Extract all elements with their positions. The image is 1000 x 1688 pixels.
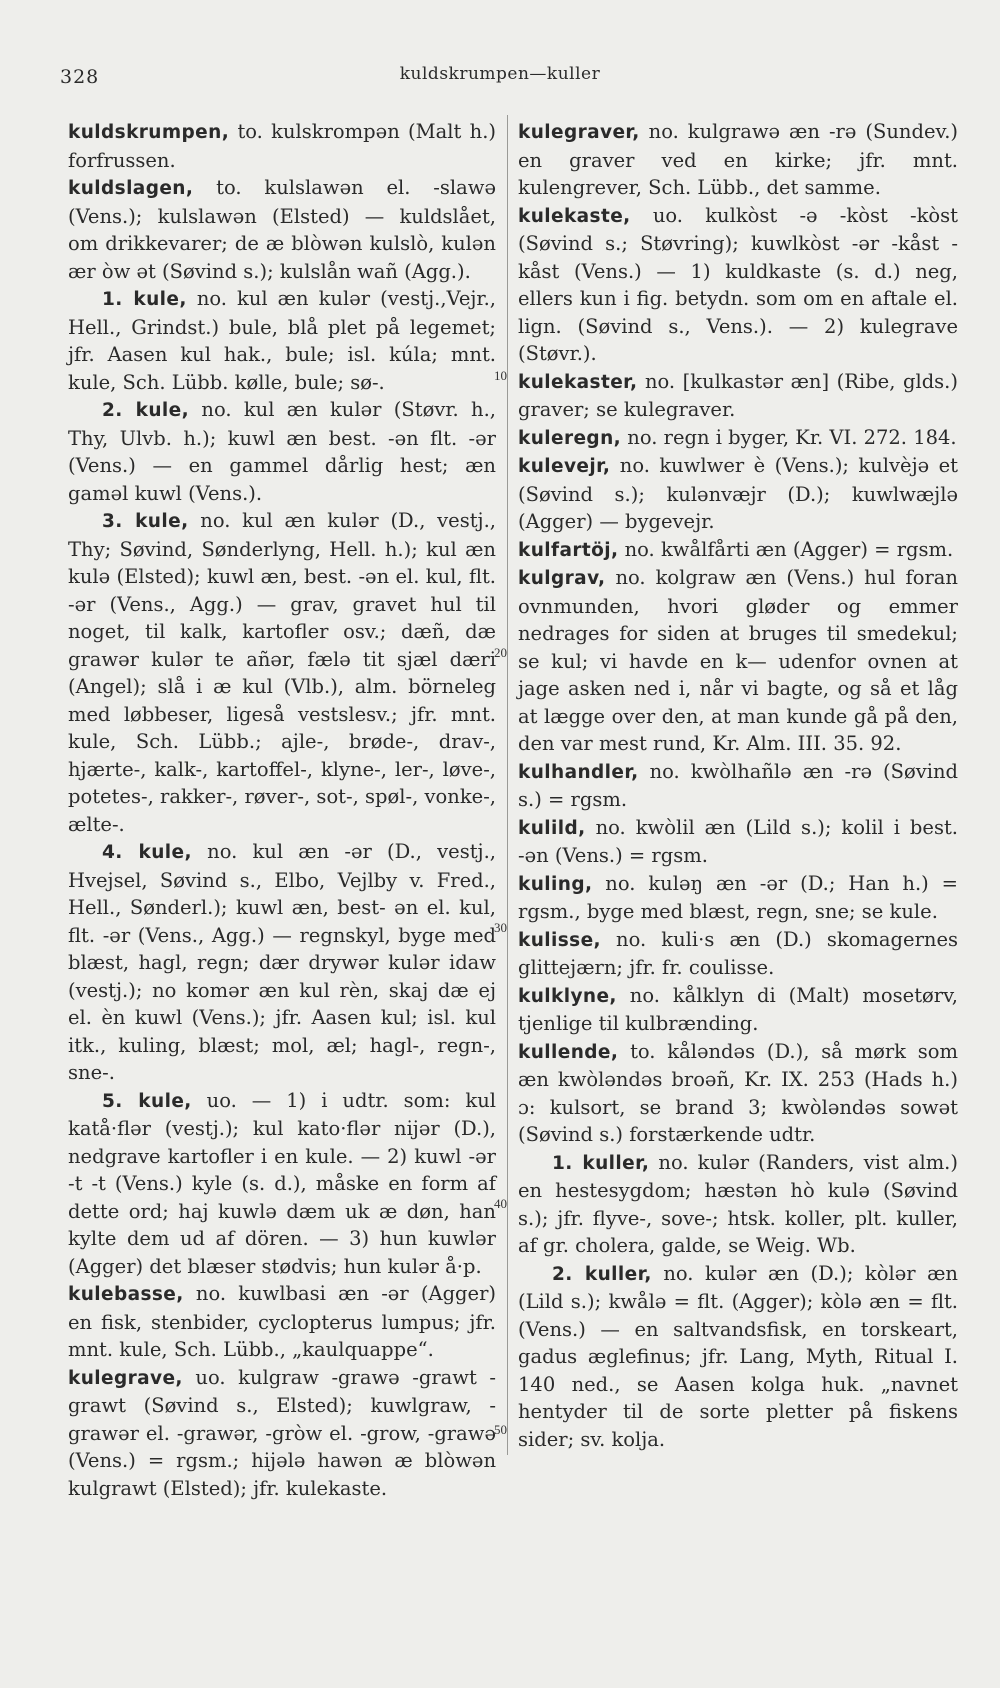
headword: kulisse, [518,929,601,951]
page-number: 328 [60,66,100,88]
headword: 4. kule, [102,842,192,863]
entry-kuller-2 [518,1260,958,1454]
entry-kulild [518,814,958,870]
headword: kulegrave, [68,1367,183,1389]
right-column [518,118,958,1453]
entry-kulekaste [518,202,958,368]
headword: 3. kule, [102,511,189,532]
headword: kullende, [518,1041,619,1063]
line-number-marker: 40 [494,1196,507,1211]
headword: kuldslagen, [68,178,194,199]
entry-text: no. kulgrawə æn -rə (Sundev.) en graver ved en kirke; jfr. mnt. kulengrever, Sch. Lübb., det samme. [518,120,958,199]
headword: 1. kule, [102,289,187,310]
entry-kulhandler [518,758,958,814]
entry-text: no. kul æn -ər (D., vestj., Hvejsel, Søvind s., Elbo, Vejlby v. Fred., Hell., Sønderl.); kuwl æn, best- ən el. kul, flt. -ər (Vens., Agg.) — regnskyl, byge med blæst, hagl, regn; dær drywər kulər idaw (vestj.); no komər æn kul rèn, skaj dæ ej el. èn kuwl (Vens.); jfr. Aasen kul; isl. kul itk., kuling, blæst; mol, æl; hagl-, regn-, sne-. [68,840,496,1084]
headword: kulegraver, [518,122,640,143]
entry-kule-2 [68,396,496,507]
entry-text: no. kul æn kulər (Støvr. h., Thy, Ulvb. h.); kuwl æn best. -ən flt. -ər (Vens.) — en gammel dårlig hest; æn gaməl kuwl (Vens.). [68,398,496,505]
entry-kule-3 [68,507,496,838]
headword: kulevejr, [518,456,611,477]
headword: kulebasse, [68,1284,184,1305]
entry-text: no. [kulkastər æn] (Ribe, glds.) graver; se kulegraver. [518,369,958,421]
entry-text: no. kulər (Randers, vist alm.) en hestesygdom; hæstən hò kulə (Søvind s.); jfr. flyve-, sove-; htsk. koller, plt. kuller, af gr. cholera, galde, se Weig. Wb. [518,1150,958,1257]
entry-kullende [518,1038,958,1149]
headword: kulekaster, [518,371,638,393]
headword: kuleregn, [518,427,622,449]
entry-kule-4 [68,838,496,1087]
left-column [68,118,496,1502]
entry-kule-1 [68,285,496,396]
entry-kulekaster [518,368,958,424]
entry-text: no. kuwlwer è (Vens.); kulvèjə et (Søvind s.); kulənvæjr (D.); kuwlwæjlə (Agger) — bygevejr. [518,454,958,533]
column-rule [507,115,508,1455]
entry-kuldskrumpen [68,118,496,174]
entry-kuldslagen [68,174,496,285]
headword: kulild, [518,817,586,839]
headword: kulhandler, [518,761,639,783]
headword: kulgrav, [518,568,606,589]
headword: kuling, [518,873,593,895]
entry-kulklyne [518,982,958,1038]
entry-text: to. kulskrompən (Malt h.) forfrussen. [68,120,496,172]
entry-kulfartoj [518,536,958,565]
entry-kuleregn [518,424,958,453]
headword: 2. kuller, [552,1263,652,1285]
entry-kulgrav [518,564,958,758]
line-number-marker: 30 [494,920,507,935]
entry-text: to. kåləndəs (D.), så mørk som æn kwòləndəs broəñ, Kr. IX. 253 (Hads h.) ɔ: kulsort, se brand 3; kwòləndəs sowət (Søvind s.) forstærkende udtr. [518,1039,958,1146]
headword: 2. kule, [102,400,190,421]
line-number-marker: 20 [494,645,507,660]
entry-text: uo. kulgraw -grawə -grawt -grawt (Søvind s., Elsted); kuwlgraw, -grawər el. -grawər, -gròw el. -grow, -grawə (Vens.) = rgsm.; hijələ hawən æ blòwən kulgrawt (Elsted); jfr. kulekaste. [68,1365,496,1500]
entry-text: no. kolgraw æn (Vens.) hul foran ovnmunden, hvori gløder og emmer nedrages for siden at bruges til smedekul; se kul; vi havde en k— udenfor ovnen at jage asken ned i, når vi bagte, og så et låg at lægge over den, at man kunde gå på den, den var mest rund, Kr. Alm. III. 35. 92. [518,566,958,755]
entry-kulisse [518,926,958,982]
running-head: kuldskrumpen—kuller [399,64,601,84]
line-number-marker: 10 [494,368,507,383]
headword: kulklyne, [518,985,617,1007]
entry-text: no. kulər æn (D.); kòlər æn (Lild s.); kwålə = flt. (Agger); kòlə æn = flt. (Vens.) — en saltvandsfisk, en torskeart, gadus æglefinus; jfr. Lang, Myth, Ritual I. 140 ned., se Aasen kolga huk. „navnet hentyder til de sorte pletter på fiskens sider; sv. kolja. [518,1261,958,1451]
entry-kulebasse [68,1280,496,1364]
entry-kulevejr [518,452,958,536]
entry-kule-5 [68,1087,496,1281]
headword: 1. kuller, [552,1152,650,1174]
headword: kulekaste, [518,205,631,227]
entry-text: no. kuli·s æn (D.) skomagernes glittejærn; jfr. fr. coulisse. [518,927,958,979]
entry-text: no. kul æn kulər (D., vestj., Thy; Søvind, Sønderlyng, Hell. h.); kul æn kulə (Elsted); kuwl æn, best. -ən el. kul, flt. -ər (Vens., Agg.) — grav, gravet hul til noget, til kalk, kartofler osv.; dæñ, dæ grawər kulər te añər, fælə tit sjæl dæri (Angel); slå i æ kul (Vlb.), alm. börneleg med løbbeser, ligeså vestslesv.; jfr. mnt. kule, Sch. Lübb.; ajle-, brøde-, drav-, hjærte-, kalk-, kartoffel-, klyne-, ler-, løve-, potetes-, rakker-, røver-, sot-, spøl-, vonke-, ælte-. [68,509,496,836]
entry-text: uo. — 1) i udtr. som: kul katå·flər (vestj.); kul kato·flər nijər (D.), nedgrave kartofler i en kule. — 2) kuwl -ər -t -t (Vens.) kyle (s. d.), måske en form af dette ord; haj kuwlə dæm uk æ døn, han kylte dem ud af dören. — 3) hun kuwlər (Agger) det blæser stødvis; hun kulər å·p. [68,1088,496,1278]
entry-text: no. regn i byger, Kr. VI. 272. 184. [621,425,957,449]
entry-kuling [518,870,958,926]
entry-text: no. kuwlbasi æn -ər (Agger) en fisk, stenbider, cyclopterus lumpus; jfr. mnt. kule, Sch. Lübb., „kaulquappe“. [68,1282,496,1361]
line-number-marker: 50 [494,1422,507,1437]
entry-text: no. kwòlil æn (Lild s.); kolil i best. -ən (Vens.) = rgsm. [518,815,958,867]
headword: 5. kule, [102,1090,192,1112]
entry-text: no. kuləŋ æn -ər (D.; Han h.) = rgsm., byge med blæst, regn, sne; se kule. [518,871,958,923]
entry-kulegraver [518,118,958,202]
entry-text: no. kwòlhañlə æn -rə (Søvind s.) = rgsm. [518,759,958,811]
entry-kuller-1 [518,1149,958,1260]
entry-text: uo. kulkòst -ə -kòst -kòst (Søvind s.; Støvring); kuwlkòst -ər -kåst -kåst (Vens.) — 1) kuldkaste (s. d.) neg, ellers kun i fig. betydn. som om en aftale el. lign. (Søvind s., Vens.). — 2) kulegrave (Støvr.). [518,203,958,365]
headword: kuldskrumpen, [68,122,230,143]
entry-text: no. kul æn kulər (vestj.,Vejr., Hell., Grindst.) bule, blå plet på legemet; jfr. Aasen kul hak., bule; isl. kúla; mnt. kule, Sch. Lübb. kølle, bule; sø-. [68,287,496,394]
entry-text: no. kwålfårti æn (Agger) = rgsm. [618,537,954,561]
entry-kulegrave [68,1364,496,1503]
headword: kulfartöj, [518,539,619,561]
entry-text: to. kulslawən el. -slawə (Vens.); kulslawən (Elsted) — kuldslået, om drikkevarer; de æ blòwən kulslò, kulən ær òw ət (Søvind s.); kulslån wañ (Agg.). [68,176,496,283]
entry-text: no. kålklyn di (Malt) mosetørv, tjenlige til kulbrænding. [518,983,958,1035]
